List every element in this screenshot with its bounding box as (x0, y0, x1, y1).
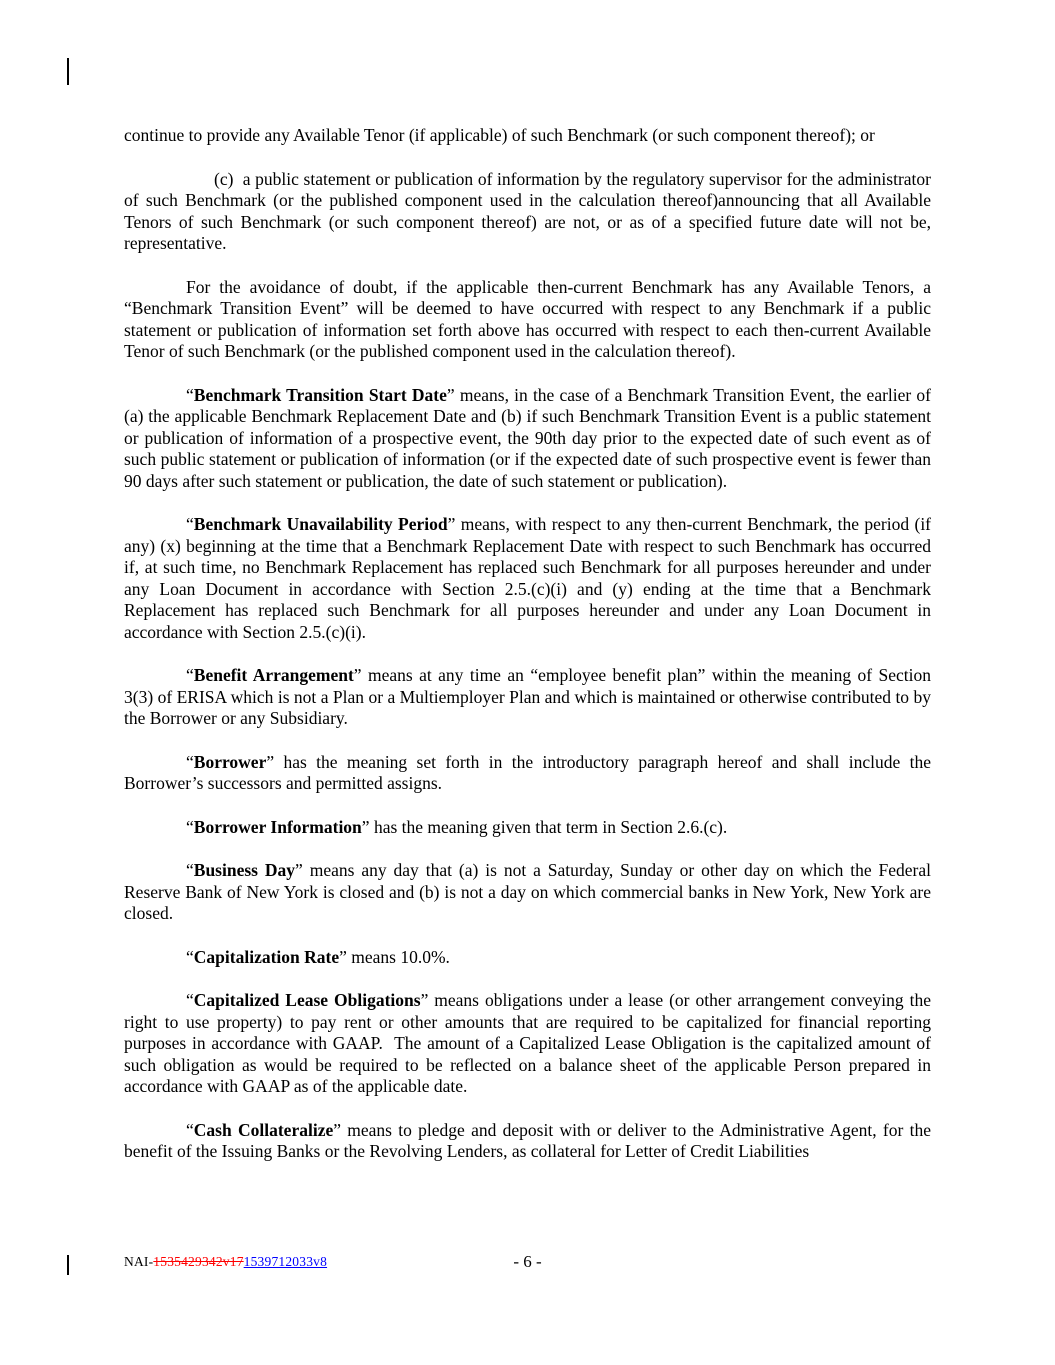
paragraph-text: ” means 10.0%. (339, 946, 450, 967)
paragraph-text: “ (186, 1119, 194, 1140)
paragraph-text: For the avoidance of doubt, if the applicable then-current Benchmark has any Available Tenors, a “Benchmark Transition Event” will be deemed to have occurred with respect to any Benchmark if a public statement or publication of information set forth above has occurred with respect to each then-current Available Tenor of such Benchmark (or the published component used in the calculation thereof). (124, 276, 931, 361)
paragraph (124, 947, 931, 969)
defined-term: Benchmark Unavailability Period (193, 514, 448, 534)
paragraph-text: ” means, with respect to any then-current Benchmark, the period (if any) (x) beginning at the time that a Benchmark Replacement Date with respect to such Benchmark has occurred if, at such time, no Benchmark Replacement has replaced such Benchmark for all purposes hereunder and under any Loan Document in accordance with Section 2.5.(c)(i) and (y) ending at the time that a Benchmark Replacement has replaced such Benchmark for all purposes hereunder and under any Loan Document in accordance with Section 2.5.(c)(i). (124, 514, 932, 642)
paragraph (124, 990, 931, 1098)
paragraph (124, 860, 931, 925)
paragraph-text: “ (186, 514, 194, 534)
paragraph-text: ” has the meaning given that term in Section 2.6.(c). (361, 816, 728, 837)
defined-term: Capitalization Rate (193, 946, 340, 967)
paragraph-text: “ (186, 816, 194, 837)
page-number: - 6 - (513, 1252, 542, 1271)
paragraph (124, 1120, 931, 1163)
defined-term: Benefit Arrangement (193, 665, 354, 685)
doc-ref-inserted-revision: 1539712033v8 (243, 1254, 328, 1269)
paragraph-text: “ (186, 665, 194, 685)
paragraph (124, 169, 931, 255)
defined-term: Capitalized Lease Obligations (193, 990, 421, 1010)
paragraph-text: ” means at any time an “employee benefit plan” within the meaning of Section 3(3) of ERISA which is not a Plan or a Multiemployer Plan and which is maintained or otherwise contributed to by the Borrower or any Subsidiary. (124, 665, 931, 728)
document-reference-number (124, 1254, 327, 1270)
paragraph-text: ” means to pledge and deposit with or deliver to the Administrative Agent, for the benefit of the Issuing Banks or the Revolving Lenders, as collateral for Letter of Credit Liabilities (124, 1119, 931, 1161)
paragraph-text: “ (186, 751, 194, 772)
paragraph (124, 277, 931, 363)
doc-ref-prefix: NAI- (124, 1254, 154, 1269)
paragraph (124, 385, 931, 493)
paragraph-text: ” means any day that (a) is not a Saturday, Sunday or other day on which the Federal Reserve Bank of New York is closed and (b) is not a day on which commercial banks in New York, New York are closed. (124, 860, 932, 923)
defined-term: Cash Collateralize (193, 1119, 334, 1140)
defined-term: Borrower (193, 751, 267, 772)
paragraph-text: (c) a public statement or publication of information by the regulatory supervisor for the administrator of such Benchmark (or the published component used in the calculation thereof)announcing that all Available Tenors of such Benchmark (or such component thereof) are not, or as of a specified future date will not be, representative. (124, 168, 931, 253)
paragraph (124, 752, 931, 795)
paragraph (124, 665, 931, 730)
paragraph-text: ” means obligations under a lease (or other arrangement conveying the right to use property) to pay rent or other amounts that are required to be capitalized for financial reporting purposes in accordance with GAAP. The amount of a Capitalized Lease Obligation is the capitalized amount of such obligation as would be required to be reflected on a balance sheet of the applicable Person prepared in accordance with GAAP as of the applicable date. (124, 990, 931, 1096)
defined-term: Benchmark Transition Start Date (193, 384, 447, 405)
paragraph-text: “ (186, 946, 194, 967)
doc-ref-deleted-revision: 1535429342v17 (153, 1254, 244, 1269)
paragraph (124, 514, 931, 643)
document-body (124, 125, 931, 1185)
paragraph-text: “ (186, 384, 194, 405)
paragraph-text: “ (186, 860, 194, 880)
page-footer (0, 1252, 1055, 1282)
paragraph-text: ” has the meaning set forth in the introductory paragraph hereof and shall include the Borrower’s successors and permitted assigns. (124, 751, 931, 793)
paragraph (124, 817, 931, 839)
paragraph-text: “ (186, 990, 194, 1010)
paragraph (124, 125, 931, 147)
paragraph-text: ” means, in the case of a Benchmark Transition Event, the earlier of (a) the applicable Benchmark Replacement Date and (b) if such Benchmark Transition Event is a public statement or publication of information of a prospective event, the 90th day prior to the expected date of such event as of such public statement or publication of information (or if the expected date of such prospective event is fewer than 90 days after such statement or publication, the date of such statement or publication). (124, 384, 932, 491)
paragraph-text: continue to provide any Available Tenor (if applicable) of such Benchmark (or such component thereof); or (124, 125, 875, 145)
defined-term: Borrower Information (193, 816, 362, 837)
defined-term: Business Day (193, 860, 296, 880)
revision-change-bar-top (67, 58, 69, 85)
